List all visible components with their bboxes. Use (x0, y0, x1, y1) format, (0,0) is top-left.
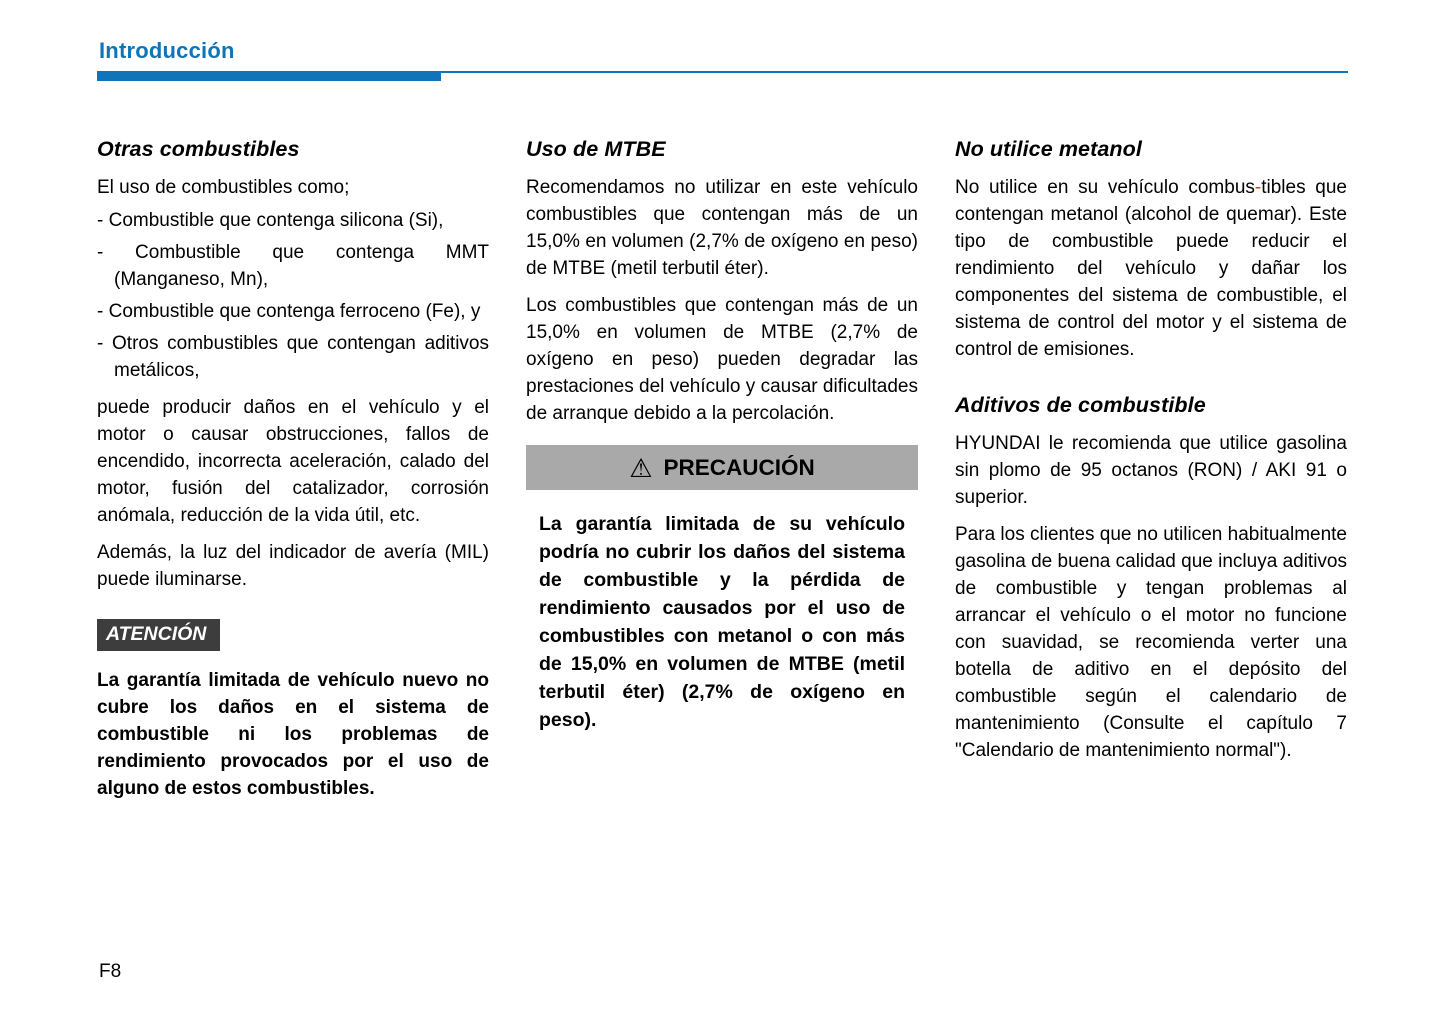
column-mtbe (526, 137, 918, 812)
paragraph-mil: Además, la luz del indicador de avería (MIL) puede iluminarse. (97, 542, 489, 590)
section-heading-additives: Aditivos de combustible (955, 393, 1206, 417)
paragraph-intro: El uso de combustibles como; (97, 177, 350, 198)
list-item: - Combustible que contenga MMT (Manganeso, Mn), (97, 242, 489, 290)
paragraph-mtbe-1: Recomendamos no utilizar en este vehículo combustibles que contengan más de un 15,0% en volumen (2,7% de oxígeno en peso) de MTBE (metil terbutil éter). (526, 177, 918, 279)
paragraph-methanol (955, 174, 1347, 363)
chapter-title: Introducción (99, 38, 235, 63)
caution-box (526, 445, 918, 756)
paragraph-mtbe-2: Los combustibles que contengan más de un 15,0% en volumen de MTBE (2,7% de oxígeno en peso) pueden degradar las prestaciones del vehículo y causar dificultades de arranque debido a la percolación. (526, 295, 918, 424)
caution-title: PRECAUCIÓN (663, 454, 815, 480)
paragraph-additives-2: Para los clientes que no utilicen habitualmente gasolina de buena calidad que incluya aditivos de combustible y tengan problemas al arrancar el vehículo o el motor no funcione con suavidad, se recomienda verter una botella de aditivo en el depósito del combustible según el calendario de mantenimiento (Consulte el capítulo 7 "Calendario de mantenimiento normal"). (955, 524, 1347, 761)
paragraph-damage: puede producir daños en el vehículo y el motor o causar obstrucciones, fallos de encendido, incorrecta aceleración, calado del motor, fusión del catalizador, corrosión anómala, reducción de la vida útil, etc. (97, 397, 489, 526)
header-rule-thick (97, 71, 441, 81)
warning-triangle-icon: ⚠ (629, 452, 653, 483)
caution-header (526, 445, 918, 490)
section-heading-methanol: No utilice metanol (955, 137, 1142, 161)
attention-text: La garantía limitada de vehículo nuevo no cubre los daños en el sistema de combustible ni los problemas de rendimiento provocados por el uso de alguno de estos combustibles. (97, 670, 489, 799)
paragraph-methanol-part1: No utilice en su vehículo combus (955, 177, 1255, 198)
list-item: - Combustible que contenga ferroceno (Fe), y (97, 301, 481, 322)
attention-badge: ATENCIÓN (97, 619, 220, 651)
column-other-fuels (97, 137, 489, 812)
red-hyphen: - (1254, 177, 1262, 198)
caution-text: La garantía limitada de su vehículo podría no cubrir los daños del sistema de combustible y la pérdida de rendimiento causados por el uso de combustibles con metanol o con más de 15,0% en volumen de MTBE (metil terbutil éter) (2,7% de oxígeno en peso). (539, 513, 905, 731)
fuel-types-list (97, 207, 489, 384)
section-heading-mtbe: Uso de MTBE (526, 137, 666, 161)
paragraph-additives-1: HYUNDAI le recomienda que utilice gasolina sin plomo de 95 octanos (RON) / AKI 91 o superior. (955, 433, 1347, 508)
header-rule (97, 71, 1348, 81)
column-methanol (955, 137, 1347, 812)
section-heading-other-fuels: Otras combustibles (97, 137, 300, 161)
content-columns (97, 137, 1348, 812)
list-item: - Otros combustibles que contengan aditivos metálicos, (97, 333, 489, 381)
list-item: - Combustible que contenga silicona (Si), (97, 210, 444, 231)
page-number: F8 (99, 961, 122, 982)
paragraph-methanol-part2: tibles que contengan metanol (alcohol de quemar). Este tipo de combustible puede reducir el rendimiento del vehículo y dañar los componentes del sistema de combustible, el sistema de control del motor y el sistema de control de emisiones. (955, 177, 1347, 360)
